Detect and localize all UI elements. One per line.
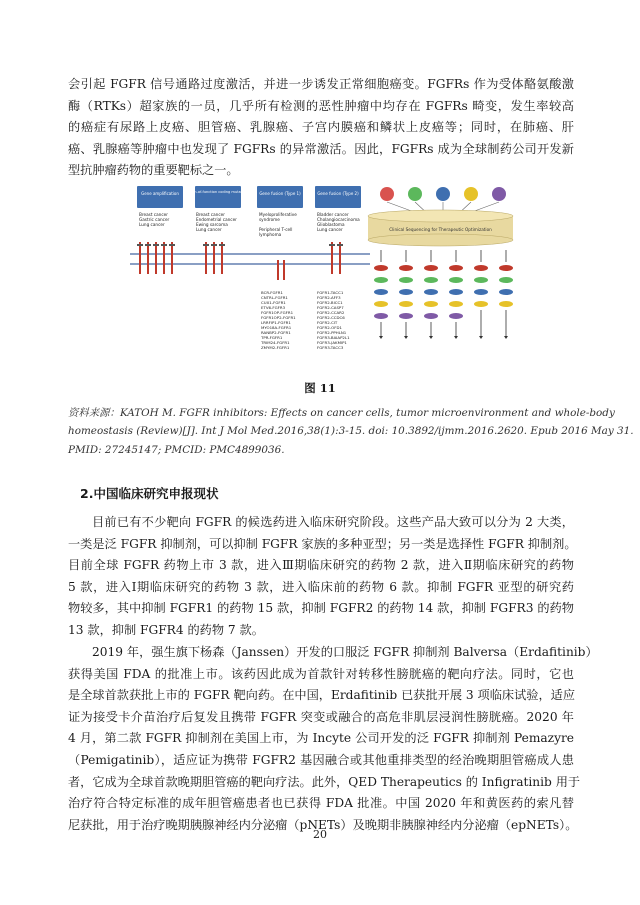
fusion-label: FGFR2-CASP7 — [317, 305, 344, 310]
clinical-sequencing-drum — [368, 210, 513, 246]
figure-source — [68, 404, 634, 459]
text-line: 治疗符合特定标准的成年胆管癌患者也已获得 FDA 批准。中国 2020 年和黄医药的索凡替 — [68, 796, 574, 811]
text-line: 酶（RTKs）超家族的一员，几乎所有检测的恶性肿瘤中均存在 FGFRs 畸变，发生率较高 — [68, 98, 574, 113]
cancer-label: Endometrial cancer — [196, 217, 237, 222]
gene-amplification-box — [137, 186, 183, 208]
fgfr-receptors — [139, 242, 341, 280]
cell-membrane — [130, 254, 370, 264]
intro-paragraph — [68, 74, 574, 182]
fusion-label: FGFR2-PPHLN1 — [317, 330, 347, 335]
fusion-label: FGFR1OP2-FGFR1 — [261, 315, 296, 320]
cancer-label: Breast cancer — [196, 212, 225, 217]
text-line: 4 月，第二款 FGFR 抑制剂在美国上市，为 Incyte 公司开发的泛 FGFR 抑制剂 Pemazyre — [68, 731, 574, 746]
fusion-label: FGFR1-TACC1 — [317, 290, 344, 295]
condition-label: lymphoma — [259, 232, 282, 237]
status-paragraph — [68, 512, 577, 642]
cancer-label: Lung cancer — [196, 227, 222, 232]
text-line: 型抗肿瘤药物的重要靶标之一。 — [68, 163, 239, 178]
fusion-label: FGFR3-TACC3 — [317, 345, 344, 350]
text-line: 目前全球 FGFR 药物上市 3 款，进入Ⅲ期临床研究的药物 2 款，进入Ⅱ期临床研究的药物 — [68, 558, 574, 573]
fusion-label: LRRFIP1-FGFR1 — [261, 320, 291, 325]
cancer-label: Breast cancer — [139, 212, 168, 217]
section-heading: 2.中国临床研究申报现状 — [80, 486, 219, 501]
fusion-label: FGFR2-CCDC6 — [317, 315, 345, 320]
fgfr-alteration-figure — [125, 184, 515, 374]
fusion-label: FGFR2-CIT — [317, 320, 338, 325]
fusion-label: FGFR1OP-FGFR1 — [261, 310, 294, 315]
text-line: 5 款，进入Ⅰ期临床研究的药物 3 款，进入临床前的药物 6 款。抑制 FGFR 亚型的研究药 — [68, 579, 574, 594]
cancer-label: Ewing sarcoma — [196, 222, 228, 227]
fusion-label: TRIM24-FGFR1 — [261, 340, 290, 345]
cancer-label: Lung cancer — [139, 222, 165, 227]
gene-fusion-type1-box — [257, 186, 303, 208]
text-line: 目前已有不少靶向 FGFR 的候选药进入临床研究阶段。这些产品大致可以分为 2 大类， — [92, 515, 574, 529]
text-line: 会引起 FGFR 信号通路过度激活，并进一步诱发正常细胞癌变。FGFRs 作为受体酪氨酸激 — [68, 77, 574, 91]
box-title: Gene amplification — [141, 191, 179, 196]
condition-label: Myeloproliferative — [259, 212, 297, 217]
fusion-label: CNTRL-FGFR1 — [261, 295, 288, 300]
fusion-label: FGFR3-JAKMIP1 — [317, 340, 347, 345]
fusion-label: FGFR2-OFD1 — [317, 325, 342, 330]
fusion-label: FGFR2-BICC1 — [317, 300, 343, 305]
condition-label: Peripheral T-cell — [259, 227, 293, 232]
clinical-label: Clinical Sequencing for Therapeutic Optimization — [389, 227, 492, 232]
text-line: 13 款，抑制 FGFR4 的药物 7 款。 — [68, 622, 264, 637]
fusion-label: BCR-FGFR1 — [261, 290, 283, 295]
text-line: 证为接受卡介苗治疗后复发且携带 FGFR 突变或融合的高危非肌层浸润性膀胱癌。2020 年 — [68, 709, 574, 724]
text-line: （Pemigatinib），适应证为携带 FGFR2 基因融合或其他重排类型的经治晚期胆管癌成人患 — [68, 752, 574, 767]
cancer-label: Lung cancer — [317, 227, 343, 232]
approvals-paragraph — [68, 642, 598, 836]
text-line: 物较多，其中抑制 FGFR1 的药物 15 款，抑制 FGFR2 的药物 14 款，抑制 FGFR3 的药物 — [68, 601, 574, 616]
gene-fusion-type2-box — [315, 186, 361, 208]
text-line: 尼获批，用于治疗晚期胰腺神经内分泌瘤（pNETs）及晚期非胰腺神经内分泌瘤（epNETs）。 — [68, 817, 578, 832]
fusion-label: FGFR2-AFF3 — [317, 295, 341, 300]
fusion-label: FGFR3-BAIAP2L1 — [317, 335, 350, 340]
fusion-label: MYO18A-FGFR1 — [261, 325, 292, 330]
text-line: 2019 年，强生旗下杨森（Janssen）开发的口服泛 FGFR 抑制剂 Balversa（Erdafitinib） — [92, 645, 598, 659]
page-number: 20 — [313, 828, 327, 841]
fusion-label: FGFR2-CCAR2 — [317, 310, 345, 315]
fusion-label: RANBP2-FGFR1 — [261, 330, 291, 335]
sequencing-results — [374, 265, 513, 319]
patient-icons — [380, 187, 506, 201]
text-line: 癌、乳腺癌等肿瘤中也发现了 FGFRs 的异常激活。因此，FGFRs 成为全球制药公司开发新 — [68, 141, 574, 156]
cancer-label: Gastric cancer — [139, 217, 170, 222]
text-line: 获得美国 FDA 的批准上市。该药因此成为首款针对转移性膀胱癌的靶向疗法。同时，它也 — [68, 666, 574, 681]
cancer-label: Bladder cancer — [317, 212, 349, 217]
fusion-label: TPR-FGFR1 — [261, 335, 283, 340]
source-line: homeostasis (Review)[J]. Int J Mol Med.2016,38(1):3-15. doi: 10.3892/ijmm.2016.2620. Epub 2016 May 31. — [68, 425, 634, 438]
coding-mutation-box — [188, 186, 247, 208]
text-line: 者，它成为全球首款晚期胆管癌的靶向疗法。此外，QED Therapeutics 的 Infigratinib 用于 — [68, 774, 581, 789]
source-line: PMID: 27245147; PMCID: PMC4899036. — [68, 443, 285, 456]
fusion-label: ZMYM2-FGFR1 — [261, 345, 290, 350]
box-title: Gene fusion (Type 1) — [259, 191, 301, 196]
text-line: 一类是泛 FGFR 抑制剂，可以抑制 FGFR 家族的多种亚型；另一类是选择性 FGFR 抑制剂。 — [68, 536, 577, 551]
fusion-label: ETV6-FGFR3 — [261, 305, 286, 310]
cancer-label: Cholangiocarcinoma — [317, 217, 360, 222]
figure-caption: 图 11 — [304, 381, 336, 395]
box-title: Gene fusion (Type 2) — [317, 191, 359, 196]
condition-label: syndrome — [259, 217, 280, 222]
fusion-label: CUX1-FGFR1 — [261, 300, 286, 305]
source-line: 资料来源：KATOH M. FGFR inhibitors: Effects on cancer cells, tumor microenvironment and whole-body — [68, 407, 615, 419]
text-line: 是全球首款获批上市的 FGFR 靶向药。在中国，Erdafitinib 已获批开展 3 项临床试验，适应 — [68, 688, 576, 703]
text-line: 的癌症有尿路上皮癌、胆管癌、乳腺癌、子宫内膜癌和鳞状上皮癌等；同时，在肺癌、肝 — [68, 120, 574, 135]
cancer-label: Glioblastoma — [317, 222, 345, 227]
box-title: Gain-of-function coding mutation — [188, 190, 248, 194]
